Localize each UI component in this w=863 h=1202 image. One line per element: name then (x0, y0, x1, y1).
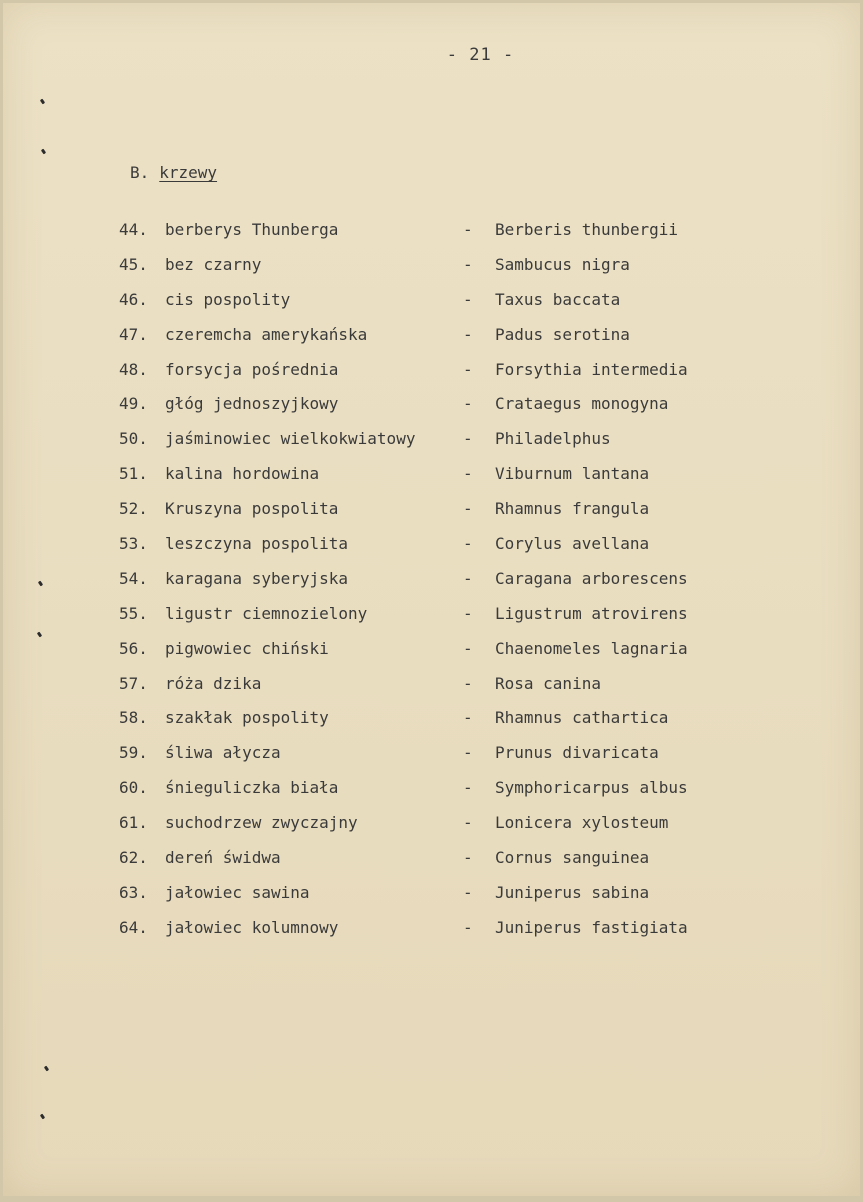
entry-number: 59. (119, 743, 148, 763)
list-item (119, 674, 759, 709)
separator-dash: - (463, 673, 473, 693)
entry-number: 51. (119, 464, 148, 484)
separator-dash: - (463, 917, 473, 937)
common-name: karagana syberyjska (165, 568, 349, 588)
entry-number: 46. (119, 289, 148, 309)
latin-name: Chaenomeles lagnaria (495, 638, 688, 658)
common-name: leszczyna pospolita (165, 534, 349, 554)
latin-name: Juniperus fastigiata (495, 917, 688, 937)
separator-dash: - (463, 394, 473, 414)
latin-name: Taxus baccata (495, 289, 621, 309)
latin-name: Lonicera xylosteum (495, 813, 669, 833)
entry-number: 63. (119, 882, 148, 902)
entry-number: 57. (119, 673, 148, 693)
entry-number: 52. (119, 499, 148, 519)
list-item (119, 883, 759, 918)
entry-number: 62. (119, 848, 148, 868)
entry-number: 58. (119, 708, 148, 728)
common-name: śliwa ałycza (165, 743, 281, 763)
entry-number: 60. (119, 778, 148, 798)
latin-name: Corylus avellana (495, 534, 650, 554)
separator-dash: - (463, 220, 473, 239)
separator-dash: - (463, 778, 473, 798)
section-letter: B. (130, 163, 150, 182)
list-item (119, 290, 759, 325)
common-name: śnieguliczka biała (165, 778, 339, 798)
page-number: - 21 - (446, 45, 515, 65)
separator-dash: - (463, 708, 473, 728)
entry-number: 45. (119, 254, 148, 274)
latin-name: Padus serotina (495, 324, 630, 344)
latin-name: Rhamnus frangula (495, 499, 650, 519)
common-name: suchodrzew zwyczajny (165, 813, 358, 833)
latin-name: Viburnum lantana (495, 464, 650, 484)
common-name: ligustr ciemnozielony (165, 603, 368, 623)
separator-dash: - (463, 603, 473, 623)
separator-dash: - (463, 429, 473, 449)
list-item (119, 255, 759, 290)
separator-dash: - (463, 882, 473, 902)
common-name: cis pospolity (165, 289, 291, 309)
latin-name: Juniperus sabina (495, 882, 650, 902)
latin-name: Caragana arborescens (495, 568, 688, 588)
separator-dash: - (463, 813, 473, 833)
margin-speck (41, 149, 46, 155)
common-name: forsycja pośrednia (165, 359, 339, 379)
separator-dash: - (463, 254, 473, 274)
latin-name: Philadelphus (495, 429, 611, 449)
separator-dash: - (463, 534, 473, 554)
entry-number: 54. (119, 568, 148, 588)
latin-name: Cornus sanguinea (495, 848, 650, 868)
list-item (119, 604, 759, 639)
common-name: czeremcha amerykańska (165, 324, 368, 344)
common-name: pigwowiec chiński (165, 638, 329, 658)
entry-number: 61. (119, 813, 148, 833)
entry-number: 44. (119, 220, 148, 239)
entry-number: 47. (119, 324, 148, 344)
entry-number: 53. (119, 534, 148, 554)
entry-number: 56. (119, 638, 148, 658)
separator-dash: - (463, 464, 473, 484)
margin-speck (44, 1066, 49, 1072)
common-name: jaśminowiec wielkokwiatowy (165, 429, 416, 449)
margin-speck (38, 581, 43, 587)
list-item (119, 429, 759, 464)
margin-speck (37, 632, 42, 638)
latin-name: Rhamnus cathartica (495, 708, 669, 728)
list-item (119, 499, 759, 534)
margin-speck (40, 1114, 45, 1120)
section-heading (130, 163, 217, 182)
list-item (119, 778, 759, 813)
list-item (119, 639, 759, 674)
latin-name: Symphoricarpus albus (495, 778, 688, 798)
list-item (119, 918, 759, 953)
list-item (119, 220, 759, 255)
common-name: jałowiec sawina (165, 882, 310, 902)
list-item (119, 534, 759, 569)
common-name: bez czarny (165, 254, 262, 274)
separator-dash: - (463, 848, 473, 868)
latin-name: Ligustrum atrovirens (495, 603, 688, 623)
species-list (119, 220, 759, 953)
document-page (3, 3, 860, 1196)
common-name: szakłak pospolity (165, 708, 329, 728)
list-item (119, 569, 759, 604)
entry-number: 64. (119, 917, 148, 937)
list-item (119, 325, 759, 360)
separator-dash: - (463, 359, 473, 379)
list-item (119, 394, 759, 429)
common-name: głóg jednoszyjkowy (165, 394, 339, 414)
common-name: kalina hordowina (165, 464, 320, 484)
separator-dash: - (463, 638, 473, 658)
common-name: berberys Thunberga (165, 220, 339, 239)
section-title: krzewy (159, 163, 218, 182)
common-name: Kruszyna pospolita (165, 499, 339, 519)
latin-name: Rosa canina (495, 673, 601, 693)
common-name: jałowiec kolumnowy (165, 917, 339, 937)
list-item (119, 708, 759, 743)
list-item (119, 360, 759, 395)
latin-name: Berberis thunbergii (495, 220, 679, 239)
latin-name: Crataegus monogyna (495, 394, 669, 414)
entry-number: 49. (119, 394, 148, 414)
list-item (119, 848, 759, 883)
latin-name: Prunus divaricata (495, 743, 659, 763)
margin-speck (40, 99, 45, 105)
list-item (119, 813, 759, 848)
separator-dash: - (463, 499, 473, 519)
latin-name: Forsythia intermedia (495, 359, 688, 379)
latin-name: Sambucus nigra (495, 254, 630, 274)
list-item (119, 464, 759, 499)
entry-number: 55. (119, 603, 148, 623)
separator-dash: - (463, 324, 473, 344)
entry-number: 48. (119, 359, 148, 379)
separator-dash: - (463, 568, 473, 588)
separator-dash: - (463, 289, 473, 309)
separator-dash: - (463, 743, 473, 763)
common-name: róża dzika (165, 673, 262, 693)
entry-number: 50. (119, 429, 148, 449)
list-item (119, 743, 759, 778)
common-name: dereń świdwa (165, 848, 281, 868)
